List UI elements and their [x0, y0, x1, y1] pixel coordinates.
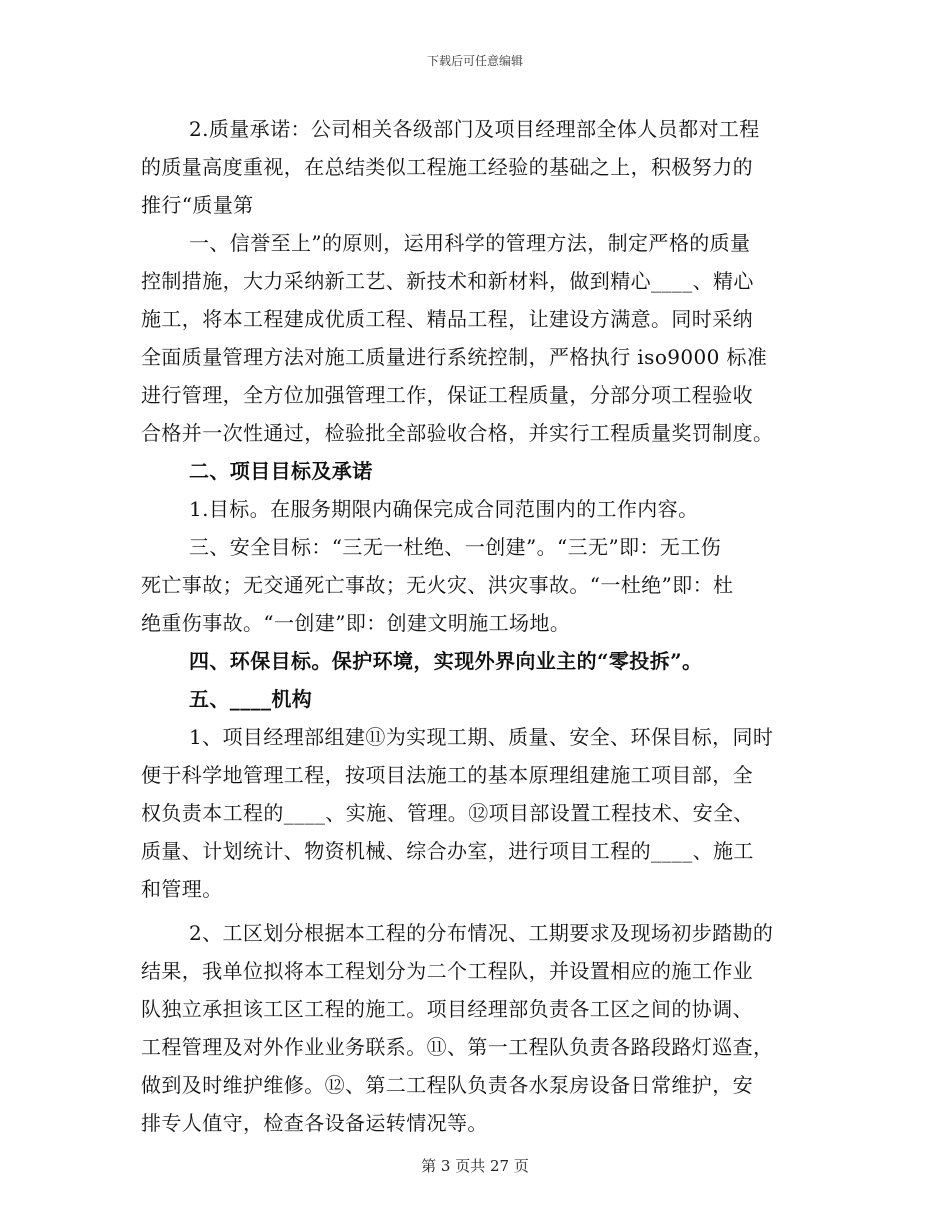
page-number-footer: 第 3 页共 27 页	[421, 1157, 529, 1175]
paragraph-work-zone-line-3: 队独立承担该工区工程的施工。项目经理部负责各工区之间的协调、	[141, 997, 753, 1021]
paragraph-department-line-3: 权负责本工程的____、实施、管理。⑫项目部设置工程技术、安全、	[141, 801, 754, 825]
paragraph-work-zone-line-5: 做到及时维护维修。⑫、第二工程队负责各水泵房设备日常维护，安	[141, 1073, 753, 1097]
paragraph-principle-line-5: 进行管理，全方位加强管理工作，保证工程质量，分部分项工程验收	[141, 383, 753, 407]
page-header: 下载后可任意编辑	[426, 54, 523, 68]
paragraph-principle-line-1: 一、信誉至上”的原则，运用科学的管理方法，制定严格的质量	[189, 231, 751, 255]
paragraph-safety-line-2: 死亡事故；无交通死亡事故；无火灾、洪灾事故。“一杜绝”即：杜	[141, 573, 734, 597]
paragraph-work-zone-line-4: 工程管理及对外作业业务联系。⑪、第一工程队负责各路段路灯巡查，	[141, 1035, 774, 1059]
paragraph-principle-line-3: 施工，将本工程建成优质工程、精品工程，让建设方满意。同时采纳	[141, 307, 753, 331]
paragraph-goal: 1.目标。在服务期限内确保完成合同范围内的工作内容。	[189, 497, 699, 521]
paragraph-principle-line-2: 控制措施，大力采纳新工艺、新技术和新材料，做到精心____、精心	[141, 269, 754, 293]
paragraph-work-zone-line-1: 2、工区划分根据本工程的分布情况、工期要求及现场初步踏勘的	[189, 921, 774, 945]
paragraph-work-zone-line-2: 结果，我单位拟将本工程划分为二个工程队，并设置相应的施工作业	[141, 959, 753, 983]
paragraph-principle-line-6: 合格并一次性通过，检验批全部验收合格，并实行工程质量奖罚制度。	[141, 421, 774, 445]
paragraph-principle-line-4: 全面质量管理方法对施工质量进行系统控制，严格执行 iso9000 标准	[141, 345, 768, 369]
section-heading-environment: 四、环保目标。保护环境，实现外界向业主的“零投拆”。	[189, 649, 703, 673]
paragraph-department-line-1: 1、项目经理部组建⑪为实现工期、质量、安全、环保目标，同时	[189, 725, 774, 749]
section-heading-organization: 五、____机构	[189, 687, 313, 711]
paragraph-quality-promise-line-1: 2.质量承诺：公司相关各级部门及项目经理部全体人员都对工程	[189, 117, 760, 141]
paragraph-department-line-5: 和管理。	[141, 877, 223, 901]
paragraph-quality-promise-line-3: 推行“质量第	[141, 193, 254, 217]
paragraph-safety-line-3: 绝重伤事故。“一创建”即：创建文明施工场地。	[141, 611, 571, 635]
document-body	[141, 110, 813, 1142]
section-heading-project-goals: 二、项目目标及承诺	[189, 459, 373, 483]
paragraph-department-line-2: 便于科学地管理工程，按项目法施工的基本原理组建施工项目部，全	[141, 763, 753, 787]
paragraph-safety-line-1: 三、安全目标：“三无一杜绝、一创建”。“三无”即：无工伤	[189, 535, 722, 559]
paragraph-quality-promise-line-2: 的质量高度重视，在总结类似工程施工经验的基础之上，积极努力的	[141, 155, 753, 179]
paragraph-department-line-4: 质量、计划统计、物资机械、综合办室，进行项目工程的____、施工	[141, 839, 754, 863]
paragraph-work-zone-line-6: 排专人值守，检查各设备运转情况等。	[141, 1111, 488, 1135]
